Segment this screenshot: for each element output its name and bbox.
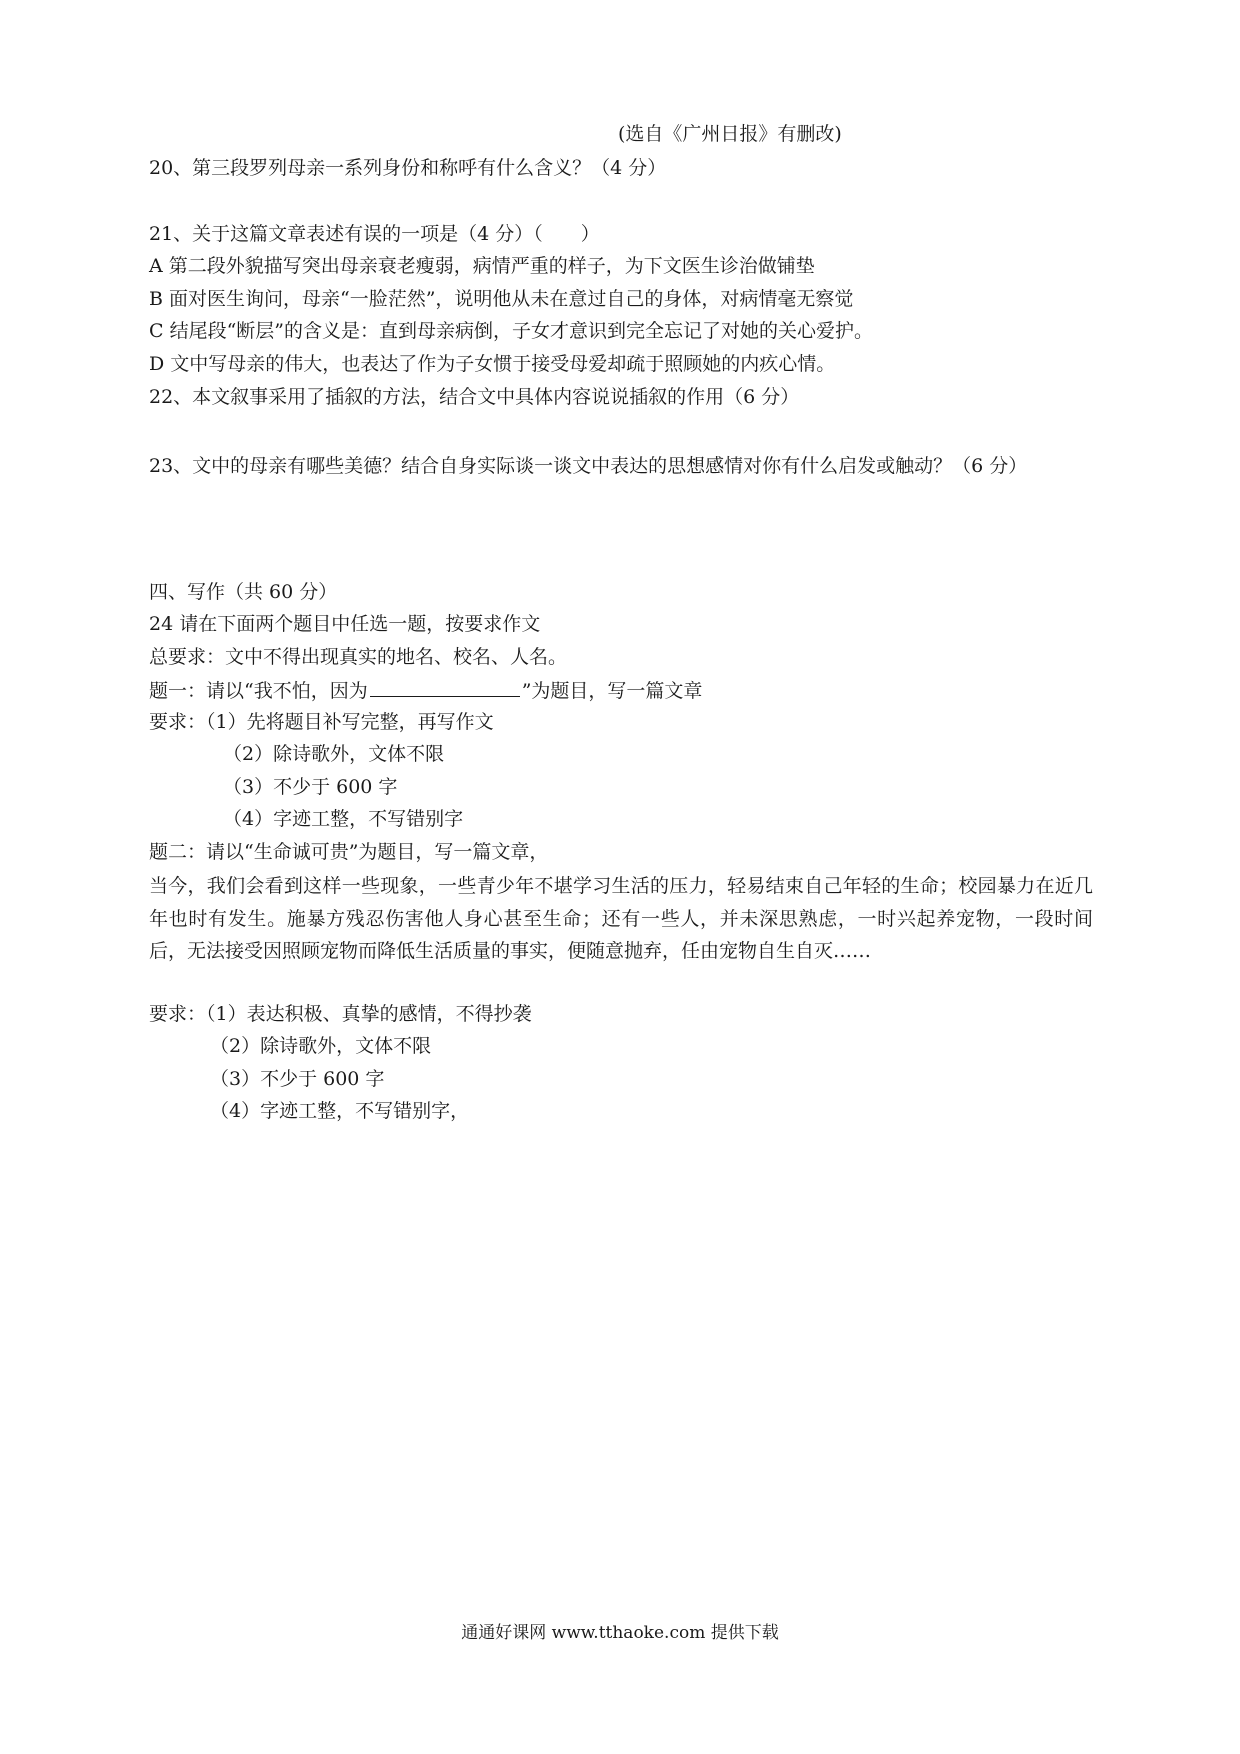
topic-1 bbox=[149, 677, 702, 703]
question-21-option-d: D 文中写母亲的伟大，也表达了作为子女惯于接受母爱却疏于照顾她的内疚心情。 bbox=[149, 353, 836, 375]
topic-2: 题二：请以“生命诚可贵”为题目，写一篇文章， bbox=[149, 841, 549, 863]
topic-2-requirement-3: （3）不少于 600 字 bbox=[210, 1068, 385, 1090]
topic-1-requirement-4: （4）字迹工整，不写错别字 bbox=[223, 808, 464, 830]
topic-2-requirement-1: 要求：（1）表达积极、真挚的感情，不得抄袭 bbox=[149, 1003, 532, 1025]
topic-1-prefix: 题一：请以“我不怕，因为 bbox=[149, 680, 368, 702]
topic-1-requirement-3: （3）不少于 600 字 bbox=[223, 776, 398, 798]
topic-2-requirement-4: （4）字迹工整，不写错别字， bbox=[210, 1100, 470, 1122]
question-20: 20、第三段罗列母亲一系列身份和称呼有什么含义？（4 分） bbox=[149, 157, 667, 179]
question-21-option-c: C 结尾段“断层”的含义是：直到母亲病倒，子女才意识到完全忘记了对她的关心爱护。 bbox=[149, 320, 874, 342]
question-21: 21、关于这篇文章表述有误的一项是（4 分）（ ） bbox=[149, 223, 600, 245]
topic-1-requirement-1: 要求：（1）先将题目补写完整，再写作文 bbox=[149, 711, 494, 733]
source-citation: (选自《广州日报》有删改) bbox=[618, 123, 842, 145]
question-24: 24 请在下面两个题目中任选一题，按要求作文 bbox=[149, 613, 541, 635]
topic-1-suffix: ”为题目，写一篇文章 bbox=[521, 680, 703, 702]
general-requirement: 总要求：文中不得出现真实的地名、校名、人名。 bbox=[149, 646, 568, 668]
topic-1-requirement-2: （2）除诗歌外，文体不限 bbox=[223, 743, 445, 765]
topic-1-blank bbox=[370, 677, 520, 697]
topic-2-body: 当今，我们会看到这样一些现象，一些青少年不堪学习生活的压力，轻易结束自己年轻的生命；校园暴力在近几年也时有发生。施暴方残忍伤害他人身心甚至生命；还有一些人，并未深思熟虑，一时兴起养宠物，一段时间后，无法接受因照顾宠物而降低生活质量的事实，便随意抛弃，任由宠物自生自灭…… bbox=[149, 875, 1093, 962]
question-23: 23、文中的母亲有哪些美德？结合自身实际谈一谈文中表达的思想感情对你有什么启发或触动？（6 分） bbox=[149, 455, 1028, 477]
question-21-option-b: B 面对医生询问，母亲“一脸茫然”，说明他从未在意过自己的身体，对病情毫无察觉 bbox=[149, 288, 854, 310]
writing-section-title: 四、写作（共 60 分） bbox=[149, 581, 338, 603]
topic-2-requirement-2: （2）除诗歌外，文体不限 bbox=[210, 1035, 432, 1057]
question-21-option-a: A 第二段外貌描写突出母亲衰老瘦弱，病情严重的样子，为下文医生诊治做铺垫 bbox=[149, 255, 815, 277]
page-footer: 通通好课网 www.tthaoke.com 提供下载 bbox=[461, 1623, 779, 1643]
question-22: 22、本文叙事采用了插叙的方法，结合文中具体内容说说插叙的作用（6 分） bbox=[149, 386, 800, 408]
